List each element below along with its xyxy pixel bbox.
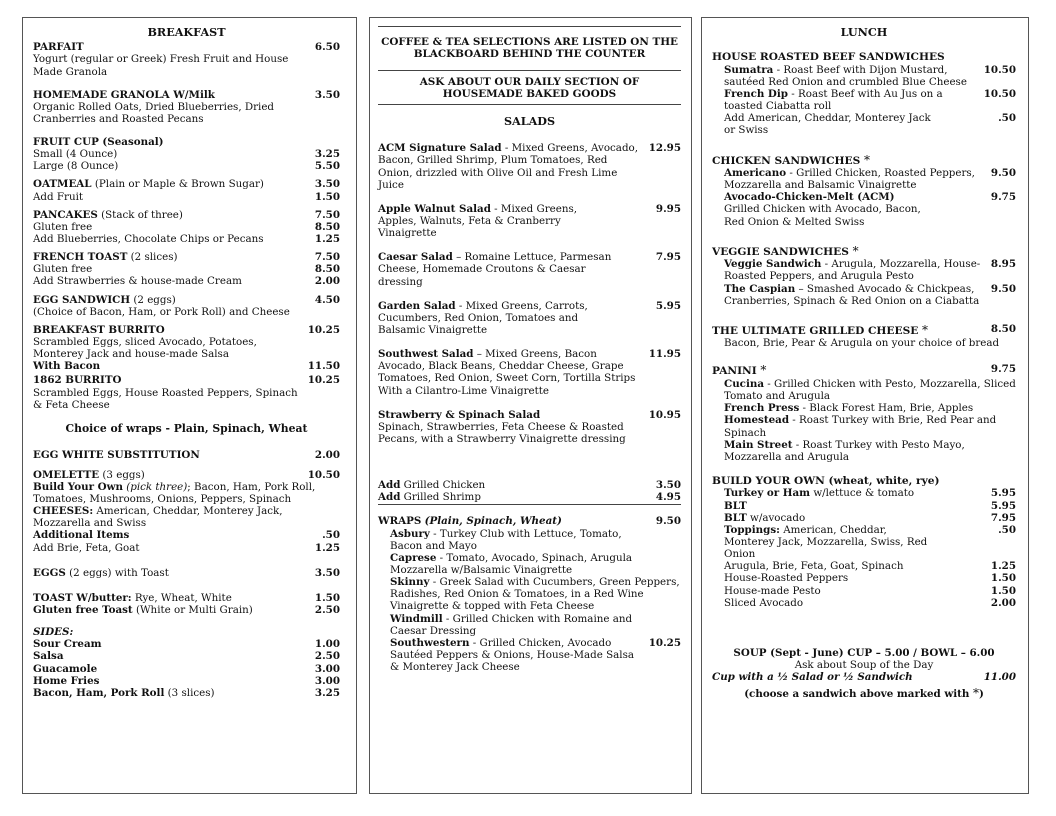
side-name: Salsa xyxy=(33,650,64,663)
item-desc: Scrambled Eggs, House Roasted Peppers, Spinach & Feta Cheese xyxy=(33,386,298,411)
grilled-cheese-item: THE ULTIMATE GRILLED CHEESE * 8.50 xyxy=(712,322,1016,337)
wraps-price: 9.50 xyxy=(655,515,681,528)
sandwich-item: Veggie Sandwich - Arugula, Mozzarella, House-Roasted Peppers, and Arugula Pesto 8.95 xyxy=(724,258,1016,283)
item-name: FRENCH TOAST xyxy=(33,251,128,264)
sides-section xyxy=(33,626,340,699)
item-name: EGG SANDWICH xyxy=(33,293,131,306)
salad-item xyxy=(378,300,681,336)
toppings-item: Toppings: American, Cheddar, Monterey Jack, Mozzarella, Swiss, Red Onion .50 xyxy=(724,523,1016,561)
star-icon: * xyxy=(852,243,859,258)
item-price: 9.50 xyxy=(990,167,1016,180)
byo-addon: House-made Pesto 1.50 xyxy=(724,584,1016,597)
panini-item: Homestead - Roast Turkey with Brie, Red Pear and Spinach xyxy=(724,414,997,439)
section-title: VEGGIE SANDWICHES * xyxy=(712,243,859,258)
toast-item xyxy=(33,592,340,616)
panini-item: Cucina - Grilled Chicken with Pesto, Mozzarella, Sliced Tomato and Arugula xyxy=(724,377,1016,403)
soup-section xyxy=(712,647,1016,701)
addon-item: Add American, Cheddar, Monterey Jack or Swiss .50 xyxy=(724,112,1016,137)
side-name: Sour Cream xyxy=(33,638,102,651)
item-desc: Scrambled Eggs, sliced Avocado, Potatoes, Monterey Jack and house-made Salsa xyxy=(33,336,257,361)
item-name: OATMEAL xyxy=(33,178,92,191)
item-desc: - Mixed Greens, Apples, Walnuts, Feta & Cranberry Vinaigrette xyxy=(378,202,578,240)
egg-sandwich-item xyxy=(33,294,340,318)
divider xyxy=(378,26,681,27)
item-price: 3.50 xyxy=(314,178,340,191)
item-desc: - Mixed Greens, Avocado, Bacon, Grilled Shrimp, Plum Tomatoes, Red Onion, drizzled with Olive Oil and Fresh Lime Juice xyxy=(378,142,639,191)
item-name: EGGS xyxy=(33,566,66,579)
item-price: 7.50 xyxy=(314,208,340,221)
item-name: FRUIT CUP (Seasonal) xyxy=(33,136,164,149)
parfait-item xyxy=(33,41,340,77)
wrap-item: Skinny - Greek Salad with Cucumbers, Green Peppers, Radishes, Red Onion & Tomatoes, in a Red Wine Vinaigrette & topped with Feta Cheese xyxy=(390,576,680,613)
side-price: 3.25 xyxy=(314,686,340,699)
item-price: 9.75 xyxy=(990,191,1016,204)
item-note: (2 slices) xyxy=(130,251,178,264)
oatmeal-item xyxy=(33,178,340,202)
item-option: Gluten free xyxy=(33,220,93,233)
baked-goods-notice: ASK ABOUT OUR DAILY SECTION OF HOUSEMADE BAKED GOODS xyxy=(419,75,640,100)
pancakes-item xyxy=(33,209,340,245)
fruit-cup-item xyxy=(33,136,340,172)
item-price: 10.25 xyxy=(648,636,681,649)
item-price: 5.95 xyxy=(990,487,1016,500)
item-desc: – Romaine Lettuce, Parmesan Cheese, Homemade Croutons & Caesar dressing xyxy=(378,251,612,288)
soup-combo: Cup with a ½ Salad or ½ Sandwich xyxy=(712,671,913,684)
item-name: Southwest Salad xyxy=(378,348,474,361)
sandwich-item: Sumatra - Roast Beef with Dijon Mustard, sautéed Red Onion and crumbled Blue Cheese 10.50 xyxy=(724,63,1016,88)
wraps-note: (Plain, Spinach, Wheat) xyxy=(424,515,562,528)
item-note: (White or Multi Grain) xyxy=(132,604,253,617)
item-price: 3.50 xyxy=(314,566,340,579)
item-name: TOAST W/butter: xyxy=(33,591,132,604)
salad-item xyxy=(378,348,681,397)
item-price: 2.50 xyxy=(314,604,340,617)
byo-addon: Sliced Avocado 2.00 xyxy=(724,596,1016,609)
item-price: 12.95 xyxy=(648,142,681,155)
lunch-title: LUNCH xyxy=(840,25,888,39)
omelette-item xyxy=(33,469,340,554)
item-note: Rye, Wheat, White xyxy=(131,591,232,604)
item-option: Large (8 Ounce) xyxy=(33,160,119,173)
item-desc: Bacon, Brie, Pear & Arugula on your choice of bread xyxy=(724,337,1000,350)
byo-item: BLT 5.95 xyxy=(724,499,1016,512)
item-price: 10.50 xyxy=(983,63,1016,76)
wrap-item: Southwestern - Grilled Chicken, Avocado Sautéed Peppers & Onions, House-Made Salsa & Monterey Jack Cheese 10.25 xyxy=(390,636,681,674)
sandwich-item: French Dip - Roast Beef with Au Jus on a toasted Ciabatta roll 10.50 xyxy=(724,88,1016,113)
panini-item: Main Street - Roast Turkey with Pesto Mayo, Mozzarella and Arugula xyxy=(724,438,965,463)
item-price: 5.95 xyxy=(990,499,1016,512)
side-note: (3 slices) xyxy=(164,686,215,699)
side-price: 2.50 xyxy=(314,650,340,663)
item-price: 10.25 xyxy=(307,374,340,387)
item-price: .50 xyxy=(998,112,1016,125)
item-desc: - Mixed Greens, Carrots, Cucumbers, Red Onion, Tomatoes and Balsamic Vinaigrette xyxy=(378,299,588,336)
side-name: Guacamole xyxy=(33,662,98,675)
item-name: OMELETTE xyxy=(33,468,100,481)
soup-title: SOUP (Sept - June) CUP – 5.00 / BOWL – 6.00 xyxy=(733,646,995,659)
item-desc: Build Your Own (pick three); Bacon, Ham, Pork Roll, Tomatoes, Mushrooms, Onions, Peppers, Spinach xyxy=(33,480,316,506)
soup-note: Ask about Soup of the Day xyxy=(794,659,934,671)
item-name: PARFAIT xyxy=(33,41,84,54)
breakfast-burrito-item xyxy=(33,324,340,373)
item-name: 1862 BURRITO xyxy=(33,374,122,387)
byo-item: BLT w/avocado 7.95 xyxy=(724,511,1016,524)
star-icon: * xyxy=(922,322,929,337)
wraps-section xyxy=(378,515,681,673)
section-title: BUILD YOUR OWN (wheat, white, rye) xyxy=(712,474,940,487)
item-desc: (Choice of Bacon, Ham, or Pork Roll) and Cheese xyxy=(33,305,290,318)
lunch-panel xyxy=(701,17,1029,794)
breakfast-panel xyxy=(22,17,357,794)
wraps-choice: Choice of wraps - Plain, Spinach, Wheat xyxy=(65,421,308,435)
item-price: 8.50 xyxy=(314,263,340,276)
item-desc: – Mixed Greens, Bacon Avocado, Black Beans, Cheddar Cheese, Grape Tomatoes, Red Onion, Sweet Corn, Tortilla Strips With a Cilantro-Lime Vinaigrette xyxy=(378,348,636,397)
item-price: 10.50 xyxy=(983,88,1016,100)
item-option: With Bacon xyxy=(33,360,101,373)
granola-item xyxy=(33,89,340,125)
wrap-item: Caprese - Tomato, Avocado, Spinach, Arugula Mozzarella w/Balsamic Vinaigrette xyxy=(390,551,633,576)
item-note: (2 eggs) with Toast xyxy=(69,566,169,579)
item-option: Add Blueberries, Chocolate Chips or Pecans xyxy=(33,233,264,246)
item-price: 11.00 xyxy=(983,671,1016,684)
item-price: 3.25 xyxy=(314,148,340,161)
divider xyxy=(378,70,681,71)
item-note: (2 eggs) xyxy=(133,293,176,306)
item-option: Gluten free Toast xyxy=(33,604,133,617)
side-price: 3.00 xyxy=(314,662,340,675)
item-price: 11.50 xyxy=(307,360,340,373)
addon-name: Grilled Chicken xyxy=(400,479,486,492)
item-price: 1.50 xyxy=(314,591,340,604)
1862-burrito-item xyxy=(33,374,340,410)
soup-choose: (choose a sandwich above marked with *) xyxy=(744,686,984,701)
item-price: 10.95 xyxy=(648,408,681,421)
item-price: 4.50 xyxy=(314,293,340,306)
salad-item xyxy=(378,142,681,191)
item-price: 1.50 xyxy=(990,572,1016,585)
byo-item: Turkey or Ham w/lettuce & tomato 5.95 xyxy=(724,487,1016,500)
salads-title: SALADS xyxy=(503,114,556,129)
salad-item xyxy=(378,251,681,287)
item-desc: CHEESES: American, Cheddar, Monterey Jack, Mozzarella and Swiss xyxy=(33,505,283,530)
section-title: HOUSE ROASTED BEEF SANDWICHES xyxy=(712,51,945,64)
item-option: Add Fruit xyxy=(33,190,84,203)
item-option: Gluten free xyxy=(33,263,93,276)
item-price: 9.95 xyxy=(655,202,681,215)
item-price: 7.50 xyxy=(314,251,340,264)
item-price: 9.75 xyxy=(990,363,1016,376)
side-price: 1.00 xyxy=(314,638,340,651)
item-name: EGG WHITE SUBSTITUTION xyxy=(33,448,200,461)
item-name: ACM Signature Salad xyxy=(378,142,502,155)
item-price: .50 xyxy=(322,529,340,542)
addon-name: Grilled Shrimp xyxy=(400,491,481,504)
coffee-notice: COFFEE & TEA SELECTIONS ARE LISTED ON THE BLACKBOARD BEHIND THE COUNTER xyxy=(381,36,678,61)
item-price: 10.25 xyxy=(307,323,340,336)
addon-price: 4.95 xyxy=(655,491,681,504)
item-option: Small (4 Ounce) xyxy=(33,148,118,161)
item-name: Strawberry & Spinach Salad xyxy=(378,408,541,421)
sandwich-item: Avocado-Chicken-Melt (ACM) Grilled Chicken with Avocado, Bacon, Red Onion & Melted Swiss 9.75 xyxy=(724,191,1016,228)
item-price: 1.25 xyxy=(314,233,340,246)
item-price: 9.50 xyxy=(990,282,1016,295)
sandwich-item: Americano - Grilled Chicken, Roasted Peppers, Mozzarella and Balsamic Vinaigrette 9.50 xyxy=(724,167,1016,192)
item-name: HOMEMADE GRANOLA W/Milk xyxy=(33,88,215,101)
egg-white-item xyxy=(33,449,340,461)
byo-addon: Arugula, Brie, Feta, Goat, Spinach 1.25 xyxy=(724,560,1016,573)
item-option: Additional Items xyxy=(33,529,130,542)
item-desc: Organic Rolled Oats, Dried Blueberries, Dried Cranberries and Roasted Pecans xyxy=(33,100,275,125)
item-price: 7.95 xyxy=(655,251,681,264)
item-price: 3.50 xyxy=(314,88,340,101)
star-icon: * xyxy=(760,363,767,378)
item-price: 11.95 xyxy=(648,348,681,361)
item-option: Add Brie, Feta, Goat xyxy=(33,541,140,554)
divider xyxy=(378,104,681,105)
item-name: PANCAKES xyxy=(33,208,98,221)
item-note: (Plain or Maple & Brown Sugar) xyxy=(94,178,264,191)
item-price: 1.25 xyxy=(314,541,340,554)
star-icon: * xyxy=(863,152,870,167)
item-desc: Yogurt (regular or Greek) Fresh Fruit and House Made Granola xyxy=(33,53,289,78)
item-price: 5.50 xyxy=(314,160,340,173)
item-name: Garden Salad xyxy=(378,299,456,312)
salad-item xyxy=(378,409,681,445)
eggs-item xyxy=(33,567,340,579)
panini-item: French Press - Black Forest Ham, Brie, Apples xyxy=(724,402,974,415)
addon-price: 3.50 xyxy=(655,479,681,492)
salad-addons: Add Grilled Chicken 3.50 Add Grilled Shrimp 4.95 xyxy=(378,479,681,505)
item-price: 1.50 xyxy=(314,190,340,203)
item-price: 2.00 xyxy=(314,448,340,461)
item-name: BREAKFAST BURRITO xyxy=(33,323,165,336)
item-price: 1.50 xyxy=(990,584,1016,597)
item-price: 10.50 xyxy=(307,468,340,481)
item-price: 5.95 xyxy=(655,299,681,312)
wrap-item: Windmill - Grilled Chicken with Romaine and Caesar Dressing xyxy=(390,612,633,637)
item-price: 7.95 xyxy=(990,511,1016,524)
sides-title: SIDES: xyxy=(33,626,74,639)
wraps-title: WRAPS xyxy=(378,515,422,528)
item-price: 8.50 xyxy=(990,322,1016,335)
section-title: CHICKEN SANDWICHES * xyxy=(712,152,870,167)
star-icon: * xyxy=(972,686,979,701)
item-price: 8.95 xyxy=(990,258,1016,271)
side-price: 3.00 xyxy=(314,674,340,687)
salads-panel xyxy=(369,17,692,794)
item-name: Apple Walnut Salad xyxy=(378,202,491,215)
side-name: Bacon, Ham, Pork Roll xyxy=(33,686,165,699)
item-note: (Stack of three) xyxy=(101,208,183,221)
breakfast-title: BREAKFAST xyxy=(147,25,226,39)
panini-header: PANINI * 9.75 xyxy=(712,363,1016,378)
salad-item xyxy=(378,203,681,239)
item-price: 8.50 xyxy=(314,220,340,233)
byo-addon: House-Roasted Peppers 1.50 xyxy=(724,572,1016,585)
item-desc: Spinach, Strawberries, Feta Cheese & Roasted Pecans, with a Strawberry Vinaigrette dressing xyxy=(378,420,626,445)
french-toast-item xyxy=(33,251,340,287)
item-name: Caesar Salad xyxy=(378,251,453,264)
item-price: 6.50 xyxy=(314,41,340,54)
sandwich-item: The Caspian – Smashed Avocado & Chickpeas, Cranberries, Spinach & Red Onion on a Ciabatta 9.50 xyxy=(724,282,1016,307)
side-name: Home Fries xyxy=(33,674,100,687)
item-price: 2.00 xyxy=(990,596,1016,609)
item-price: .50 xyxy=(998,523,1016,536)
wrap-item: Asbury - Turkey Club with Lettuce, Tomato, Bacon and Mayo xyxy=(390,527,622,552)
item-price: 1.25 xyxy=(990,560,1016,573)
item-price: 2.00 xyxy=(314,275,340,288)
item-note: (3 eggs) xyxy=(102,468,145,481)
item-option: Add Strawberries & house-made Cream xyxy=(33,275,242,288)
